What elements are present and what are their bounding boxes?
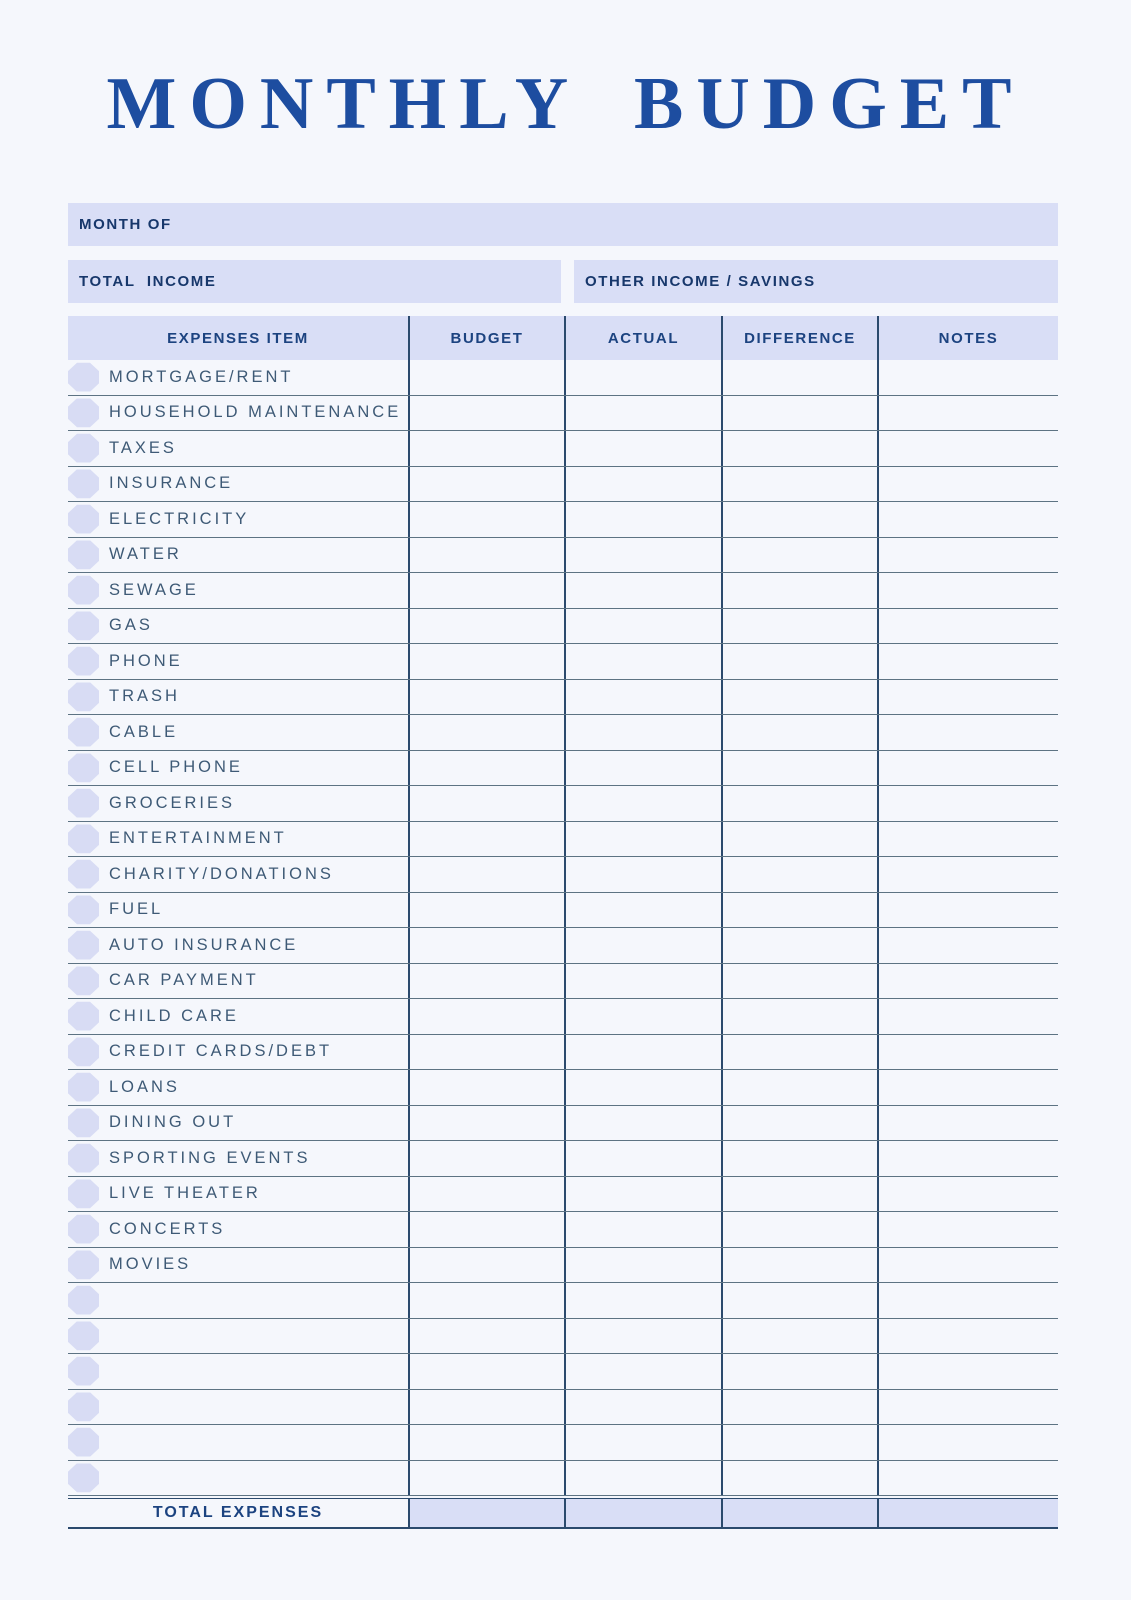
octagon-bullet-icon bbox=[68, 1144, 99, 1173]
difference-cell bbox=[721, 1319, 877, 1354]
expense-item-cell bbox=[68, 715, 408, 750]
notes-cell bbox=[877, 715, 1058, 750]
difference-cell bbox=[721, 1177, 877, 1212]
notes-cell bbox=[877, 1319, 1058, 1354]
notes-cell bbox=[877, 1283, 1058, 1318]
octagon-bullet-icon bbox=[68, 1286, 99, 1315]
income-section bbox=[68, 260, 1058, 303]
notes-cell bbox=[877, 467, 1058, 502]
expense-item-cell bbox=[68, 573, 408, 608]
octagon-bullet-icon bbox=[68, 1108, 99, 1137]
actual-cell bbox=[564, 467, 721, 502]
actual-cell bbox=[564, 1106, 721, 1141]
total-income-field bbox=[68, 260, 561, 303]
notes-cell bbox=[877, 928, 1058, 963]
notes-cell bbox=[877, 822, 1058, 857]
table-row bbox=[68, 1461, 1058, 1497]
budget-cell bbox=[408, 609, 564, 644]
budget-cell bbox=[408, 1390, 564, 1425]
expense-item-label: SEWAGE bbox=[109, 580, 199, 599]
table-header-row bbox=[68, 316, 1058, 360]
expense-item-label: GAS bbox=[109, 616, 153, 635]
notes-cell bbox=[877, 396, 1058, 431]
budget-cell bbox=[408, 1177, 564, 1212]
notes-cell bbox=[877, 1106, 1058, 1141]
table-row bbox=[68, 751, 1058, 787]
total-budget-cell bbox=[408, 1499, 564, 1527]
budget-cell bbox=[408, 893, 564, 928]
octagon-bullet-icon bbox=[68, 1073, 99, 1102]
octagon-bullet-icon bbox=[68, 789, 99, 818]
difference-cell bbox=[721, 786, 877, 821]
actual-cell bbox=[564, 1319, 721, 1354]
expense-item-label: HOUSEHOLD MAINTENANCE bbox=[109, 403, 402, 422]
table-row bbox=[68, 431, 1058, 467]
table-row bbox=[68, 1070, 1058, 1106]
difference-cell bbox=[721, 964, 877, 999]
table-row bbox=[68, 1212, 1058, 1248]
other-income-savings-field bbox=[574, 260, 1058, 303]
notes-cell bbox=[877, 1035, 1058, 1070]
actual-cell bbox=[564, 1425, 721, 1460]
octagon-bullet-icon bbox=[68, 540, 99, 569]
actual-cell bbox=[564, 1141, 721, 1176]
expense-item-label: CHILD CARE bbox=[109, 1006, 239, 1025]
budget-cell bbox=[408, 857, 564, 892]
budget-cell bbox=[408, 822, 564, 857]
expense-item-label: CELL PHONE bbox=[109, 758, 243, 777]
octagon-bullet-icon bbox=[68, 1428, 99, 1457]
expense-item-cell bbox=[68, 822, 408, 857]
difference-cell bbox=[721, 822, 877, 857]
difference-cell bbox=[721, 1141, 877, 1176]
octagon-bullet-icon bbox=[68, 860, 99, 889]
difference-cell bbox=[721, 1106, 877, 1141]
expense-item-cell bbox=[68, 538, 408, 573]
octagon-bullet-icon bbox=[68, 1037, 99, 1066]
budget-cell bbox=[408, 644, 564, 679]
octagon-bullet-icon bbox=[68, 469, 99, 498]
actual-cell bbox=[564, 1248, 721, 1283]
table-row bbox=[68, 857, 1058, 893]
expense-item-cell bbox=[68, 502, 408, 537]
header-budget: BUDGET bbox=[408, 316, 564, 360]
table-row bbox=[68, 1319, 1058, 1355]
expense-item-cell bbox=[68, 680, 408, 715]
octagon-bullet-icon bbox=[68, 1357, 99, 1386]
octagon-bullet-icon bbox=[68, 398, 99, 427]
expense-item-label: SPORTING EVENTS bbox=[109, 1148, 311, 1167]
difference-cell bbox=[721, 644, 877, 679]
notes-cell bbox=[877, 1354, 1058, 1389]
notes-cell bbox=[877, 360, 1058, 395]
table-row bbox=[68, 680, 1058, 716]
expense-item-cell bbox=[68, 644, 408, 679]
budget-cell bbox=[408, 1212, 564, 1247]
table-row bbox=[68, 360, 1058, 396]
month-of-field bbox=[68, 203, 1058, 246]
expense-item-cell bbox=[68, 928, 408, 963]
expense-item-cell bbox=[68, 1390, 408, 1425]
expense-item-cell bbox=[68, 1461, 408, 1496]
table-row bbox=[68, 928, 1058, 964]
table-row bbox=[68, 538, 1058, 574]
notes-cell bbox=[877, 1212, 1058, 1247]
notes-cell bbox=[877, 964, 1058, 999]
notes-cell bbox=[877, 609, 1058, 644]
notes-cell bbox=[877, 1425, 1058, 1460]
difference-cell bbox=[721, 502, 877, 537]
octagon-bullet-icon bbox=[68, 931, 99, 960]
difference-cell bbox=[721, 1248, 877, 1283]
difference-cell bbox=[721, 857, 877, 892]
notes-cell bbox=[877, 786, 1058, 821]
expense-item-label: LOANS bbox=[109, 1077, 180, 1096]
actual-cell bbox=[564, 1070, 721, 1105]
total-expenses-row bbox=[68, 1498, 1058, 1529]
octagon-bullet-icon bbox=[68, 505, 99, 534]
header-expenses-item: EXPENSES ITEM bbox=[167, 329, 309, 347]
budget-cell bbox=[408, 786, 564, 821]
total-income-label: TOTAL INCOME bbox=[79, 273, 217, 290]
notes-cell bbox=[877, 431, 1058, 466]
expense-item-cell bbox=[68, 467, 408, 502]
month-of-label: MONTH OF bbox=[79, 216, 172, 233]
table-row bbox=[68, 1283, 1058, 1319]
table-row bbox=[68, 1035, 1058, 1071]
expense-item-cell bbox=[68, 1248, 408, 1283]
budget-cell bbox=[408, 396, 564, 431]
difference-cell bbox=[721, 1283, 877, 1318]
budget-cell bbox=[408, 999, 564, 1034]
notes-cell bbox=[877, 1461, 1058, 1496]
expense-item-label: MORTGAGE/RENT bbox=[109, 367, 294, 386]
actual-cell bbox=[564, 538, 721, 573]
difference-cell bbox=[721, 609, 877, 644]
expense-item-cell bbox=[68, 1035, 408, 1070]
table-row bbox=[68, 644, 1058, 680]
budget-cell bbox=[408, 1461, 564, 1496]
actual-cell bbox=[564, 431, 721, 466]
expense-item-label: AUTO INSURANCE bbox=[109, 935, 299, 954]
notes-cell bbox=[877, 893, 1058, 928]
expenses-table bbox=[68, 316, 1058, 1529]
actual-cell bbox=[564, 857, 721, 892]
difference-cell bbox=[721, 928, 877, 963]
expense-item-label: CONCERTS bbox=[109, 1219, 226, 1238]
expense-item-label: PHONE bbox=[109, 651, 183, 670]
expense-item-cell bbox=[68, 786, 408, 821]
actual-cell bbox=[564, 928, 721, 963]
expense-item-cell bbox=[68, 893, 408, 928]
table-row bbox=[68, 964, 1058, 1000]
actual-cell bbox=[564, 680, 721, 715]
actual-cell bbox=[564, 786, 721, 821]
difference-cell bbox=[721, 573, 877, 608]
budget-cell bbox=[408, 1070, 564, 1105]
expense-item-label: CABLE bbox=[109, 722, 179, 741]
octagon-bullet-icon bbox=[68, 1002, 99, 1031]
notes-cell bbox=[877, 644, 1058, 679]
actual-cell bbox=[564, 360, 721, 395]
actual-cell bbox=[564, 1212, 721, 1247]
budget-cell bbox=[408, 1319, 564, 1354]
expense-item-label: CAR PAYMENT bbox=[109, 971, 259, 990]
expense-item-cell bbox=[68, 1354, 408, 1389]
budget-cell bbox=[408, 964, 564, 999]
difference-cell bbox=[721, 360, 877, 395]
table-row bbox=[68, 573, 1058, 609]
difference-cell bbox=[721, 1425, 877, 1460]
table-row bbox=[68, 1425, 1058, 1461]
actual-cell bbox=[564, 644, 721, 679]
difference-cell bbox=[721, 715, 877, 750]
expense-item-label: MOVIES bbox=[109, 1255, 192, 1274]
notes-cell bbox=[877, 1141, 1058, 1176]
actual-cell bbox=[564, 609, 721, 644]
actual-cell bbox=[564, 1354, 721, 1389]
octagon-bullet-icon bbox=[68, 363, 99, 392]
budget-cell bbox=[408, 538, 564, 573]
header-actual: ACTUAL bbox=[564, 316, 721, 360]
actual-cell bbox=[564, 502, 721, 537]
octagon-bullet-icon bbox=[68, 1179, 99, 1208]
octagon-bullet-icon bbox=[68, 1250, 99, 1279]
notes-cell bbox=[877, 999, 1058, 1034]
table-row bbox=[68, 1177, 1058, 1213]
actual-cell bbox=[564, 1390, 721, 1425]
table-row bbox=[68, 999, 1058, 1035]
notes-cell bbox=[877, 857, 1058, 892]
difference-cell bbox=[721, 680, 877, 715]
actual-cell bbox=[564, 1035, 721, 1070]
octagon-bullet-icon bbox=[68, 1321, 99, 1350]
table-row bbox=[68, 715, 1058, 751]
table-row bbox=[68, 502, 1058, 538]
table-row bbox=[68, 1390, 1058, 1426]
budget-cell bbox=[408, 680, 564, 715]
table-body bbox=[68, 360, 1058, 1496]
difference-cell bbox=[721, 1070, 877, 1105]
notes-cell bbox=[877, 751, 1058, 786]
table-row bbox=[68, 1106, 1058, 1142]
octagon-bullet-icon bbox=[68, 753, 99, 782]
expense-item-cell bbox=[68, 1070, 408, 1105]
difference-cell bbox=[721, 431, 877, 466]
budget-cell bbox=[408, 928, 564, 963]
expense-item-cell bbox=[68, 1283, 408, 1318]
budget-cell bbox=[408, 1248, 564, 1283]
actual-cell bbox=[564, 1461, 721, 1496]
difference-cell bbox=[721, 1212, 877, 1247]
budget-cell bbox=[408, 715, 564, 750]
octagon-bullet-icon bbox=[68, 576, 99, 605]
difference-cell bbox=[721, 538, 877, 573]
total-expenses-label: TOTAL EXPENSES bbox=[152, 1504, 324, 1521]
expense-item-cell bbox=[68, 751, 408, 786]
expense-item-cell bbox=[68, 431, 408, 466]
table-row bbox=[68, 822, 1058, 858]
expense-item-cell bbox=[68, 1141, 408, 1176]
octagon-bullet-icon bbox=[68, 647, 99, 676]
table-row bbox=[68, 786, 1058, 822]
budget-cell bbox=[408, 573, 564, 608]
notes-cell bbox=[877, 538, 1058, 573]
octagon-bullet-icon bbox=[68, 895, 99, 924]
actual-cell bbox=[564, 1177, 721, 1212]
expense-item-cell bbox=[68, 609, 408, 644]
expense-item-label: TAXES bbox=[109, 438, 177, 457]
difference-cell bbox=[721, 751, 877, 786]
expense-item-label: DINING OUT bbox=[109, 1113, 237, 1132]
budget-cell bbox=[408, 431, 564, 466]
expense-item-cell bbox=[68, 999, 408, 1034]
actual-cell bbox=[564, 999, 721, 1034]
notes-cell bbox=[877, 1248, 1058, 1283]
octagon-bullet-icon bbox=[68, 434, 99, 463]
octagon-bullet-icon bbox=[68, 611, 99, 640]
total-actual-cell bbox=[564, 1499, 721, 1527]
table-row bbox=[68, 893, 1058, 929]
octagon-bullet-icon bbox=[68, 1215, 99, 1244]
octagon-bullet-icon bbox=[68, 682, 99, 711]
difference-cell bbox=[721, 1390, 877, 1425]
notes-cell bbox=[877, 1070, 1058, 1105]
page-title: MONTHLY BUDGET bbox=[106, 63, 1025, 145]
octagon-bullet-icon bbox=[68, 966, 99, 995]
notes-cell bbox=[877, 680, 1058, 715]
expense-item-cell bbox=[68, 1177, 408, 1212]
budget-cell bbox=[408, 467, 564, 502]
expense-item-label: TRASH bbox=[109, 687, 180, 706]
expense-item-label: CHARITY/DONATIONS bbox=[109, 864, 334, 883]
expense-item-label: GROCERIES bbox=[109, 793, 236, 812]
difference-cell bbox=[721, 1461, 877, 1496]
header-difference: DIFFERENCE bbox=[721, 316, 877, 360]
notes-cell bbox=[877, 502, 1058, 537]
budget-cell bbox=[408, 360, 564, 395]
expense-item-label: LIVE THEATER bbox=[109, 1184, 261, 1203]
budget-cell bbox=[408, 502, 564, 537]
budget-cell bbox=[408, 1106, 564, 1141]
table-row bbox=[68, 396, 1058, 432]
expense-item-cell bbox=[68, 360, 408, 395]
expense-item-label: CREDIT CARDS/DEBT bbox=[109, 1042, 333, 1061]
total-notes-cell bbox=[877, 1499, 1058, 1527]
expense-item-cell bbox=[68, 857, 408, 892]
table-row bbox=[68, 1248, 1058, 1284]
expense-item-cell bbox=[68, 1425, 408, 1460]
octagon-bullet-icon bbox=[68, 718, 99, 747]
other-income-savings-label: OTHER INCOME / SAVINGS bbox=[585, 273, 816, 290]
actual-cell bbox=[564, 822, 721, 857]
table-row bbox=[68, 609, 1058, 645]
difference-cell bbox=[721, 1354, 877, 1389]
budget-cell bbox=[408, 751, 564, 786]
expense-item-cell bbox=[68, 396, 408, 431]
table-row bbox=[68, 1354, 1058, 1390]
expense-item-label: ELECTRICITY bbox=[109, 509, 250, 528]
expense-item-label: ENTERTAINMENT bbox=[109, 829, 287, 848]
table-row bbox=[68, 467, 1058, 503]
expense-item-cell bbox=[68, 964, 408, 999]
expense-item-label: WATER bbox=[109, 545, 182, 564]
expense-item-label: INSURANCE bbox=[109, 474, 234, 493]
actual-cell bbox=[564, 964, 721, 999]
budget-cell bbox=[408, 1354, 564, 1389]
octagon-bullet-icon bbox=[68, 824, 99, 853]
difference-cell bbox=[721, 467, 877, 502]
difference-cell bbox=[721, 396, 877, 431]
difference-cell bbox=[721, 999, 877, 1034]
actual-cell bbox=[564, 573, 721, 608]
total-difference-cell bbox=[721, 1499, 877, 1527]
budget-cell bbox=[408, 1035, 564, 1070]
table-row bbox=[68, 1141, 1058, 1177]
actual-cell bbox=[564, 893, 721, 928]
actual-cell bbox=[564, 1283, 721, 1318]
actual-cell bbox=[564, 715, 721, 750]
header-notes: NOTES bbox=[877, 316, 1058, 360]
octagon-bullet-icon bbox=[68, 1463, 99, 1492]
actual-cell bbox=[564, 396, 721, 431]
expense-item-cell bbox=[68, 1319, 408, 1354]
expense-item-cell bbox=[68, 1212, 408, 1247]
expense-item-cell bbox=[68, 1106, 408, 1141]
budget-cell bbox=[408, 1283, 564, 1318]
notes-cell bbox=[877, 1177, 1058, 1212]
octagon-bullet-icon bbox=[68, 1392, 99, 1421]
notes-cell bbox=[877, 1390, 1058, 1425]
budget-cell bbox=[408, 1425, 564, 1460]
difference-cell bbox=[721, 1035, 877, 1070]
actual-cell bbox=[564, 751, 721, 786]
expense-item-label: FUEL bbox=[109, 900, 164, 919]
difference-cell bbox=[721, 893, 877, 928]
notes-cell bbox=[877, 573, 1058, 608]
budget-cell bbox=[408, 1141, 564, 1176]
